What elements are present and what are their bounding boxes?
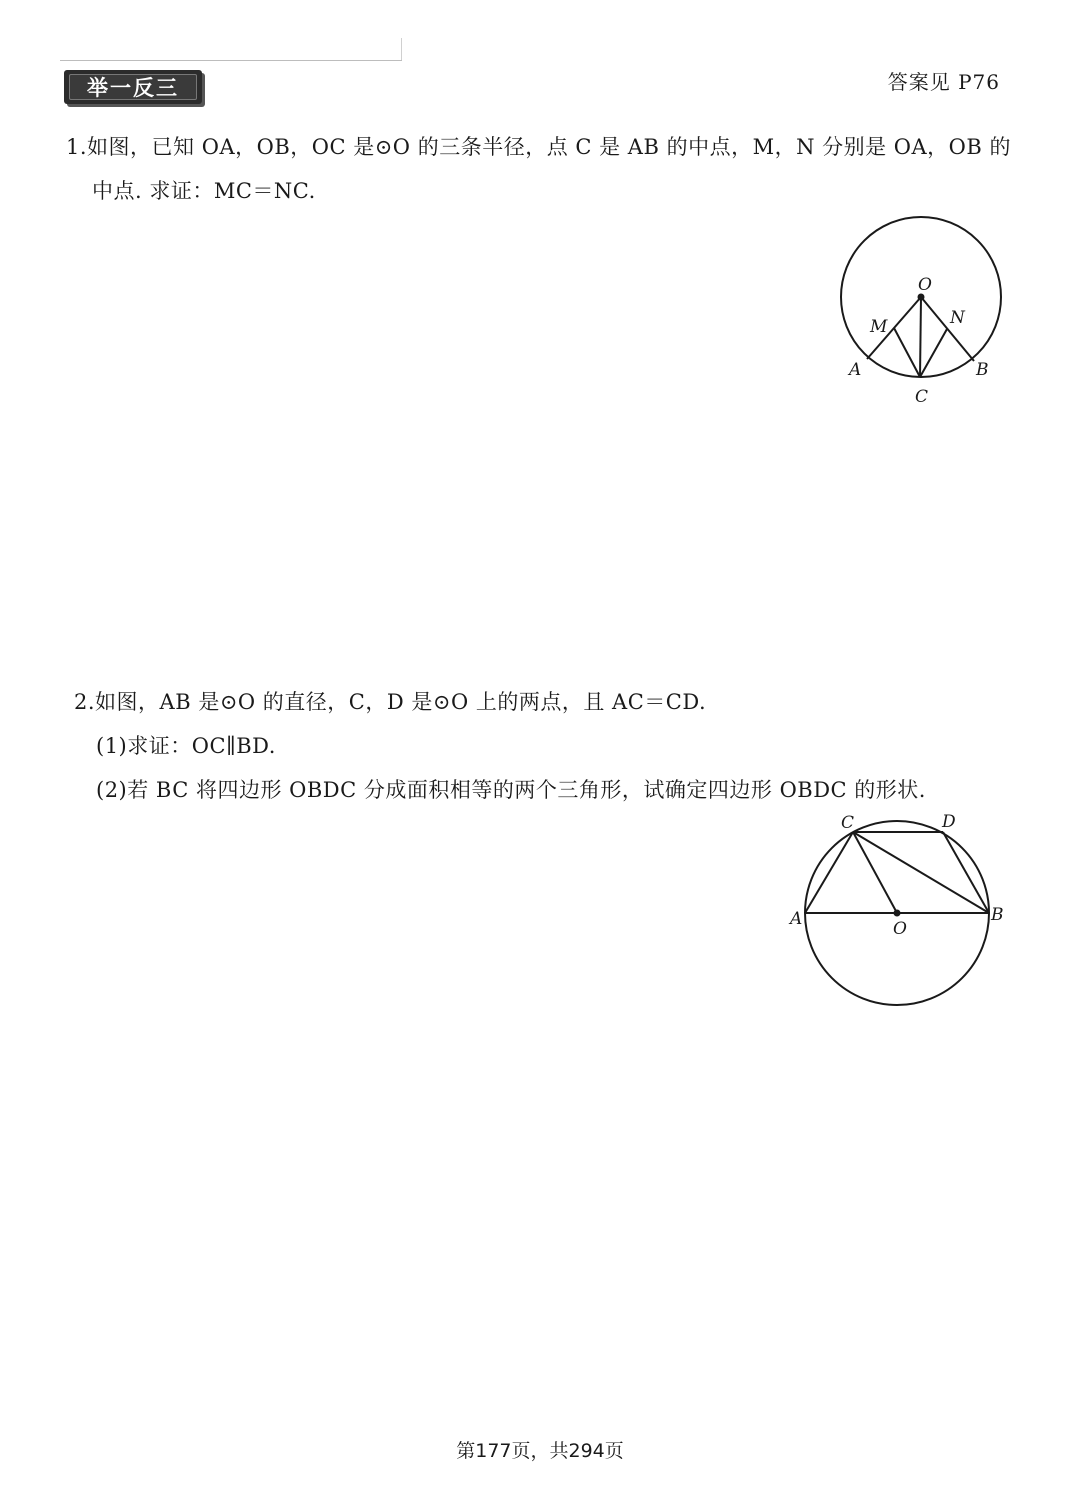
fig1-label-b: B xyxy=(976,360,989,380)
fig2-label-d: D xyxy=(942,812,956,832)
question-1 xyxy=(66,125,1016,213)
question-1-line-1 xyxy=(66,125,1016,169)
fig2-label-o: O xyxy=(893,919,907,939)
fig1-label-o: O xyxy=(918,275,932,295)
question-1-number: 1. xyxy=(66,135,88,159)
section-badge xyxy=(64,70,202,104)
question-1-text-line-1: 如图，已知 OA，OB，OC 是⊙O 的三条半径，点 C 是 AB 的中点，M，N 分别是 OA，OB 的 xyxy=(87,135,1011,159)
section-badge-inner xyxy=(69,74,197,100)
fig1-label-c: C xyxy=(915,387,929,407)
page-footer: 第177页，共294页 xyxy=(456,1440,624,1462)
question-2-text-line-1: 如图，AB 是⊙O 的直径，C，D 是⊙O 上的两点，且 AC＝CD. xyxy=(95,690,707,714)
fig2-label-b: B xyxy=(991,905,1004,925)
question-1-figure xyxy=(820,215,1020,415)
fig2-label-c: C xyxy=(841,813,855,833)
fig1-label-a: A xyxy=(849,360,862,380)
fig2-label-a: A xyxy=(790,909,803,929)
question-2-figure xyxy=(785,810,1015,1020)
question-2-number: 2. xyxy=(74,690,96,714)
top-rule xyxy=(60,60,402,61)
question-2 xyxy=(74,680,1024,812)
section-badge-label: 举一反三 xyxy=(87,76,179,100)
top-rule-tick xyxy=(401,38,402,60)
fig1-label-m: M xyxy=(870,317,888,337)
question-2-part-1: (1)求证：OC∥BD. xyxy=(96,734,276,758)
fig1-label-n: N xyxy=(950,308,965,328)
question-1-text-line-2: 中点. 求证：MC＝NC. xyxy=(92,179,316,203)
question-2-part-2: (2)若 BC 将四边形 OBDC 分成面积相等的两个三角形，试确定四边形 OBDC 的形状. xyxy=(96,778,926,802)
answer-reference: 答案见 P76 xyxy=(887,70,1000,94)
question-2-line-1 xyxy=(74,680,1024,724)
